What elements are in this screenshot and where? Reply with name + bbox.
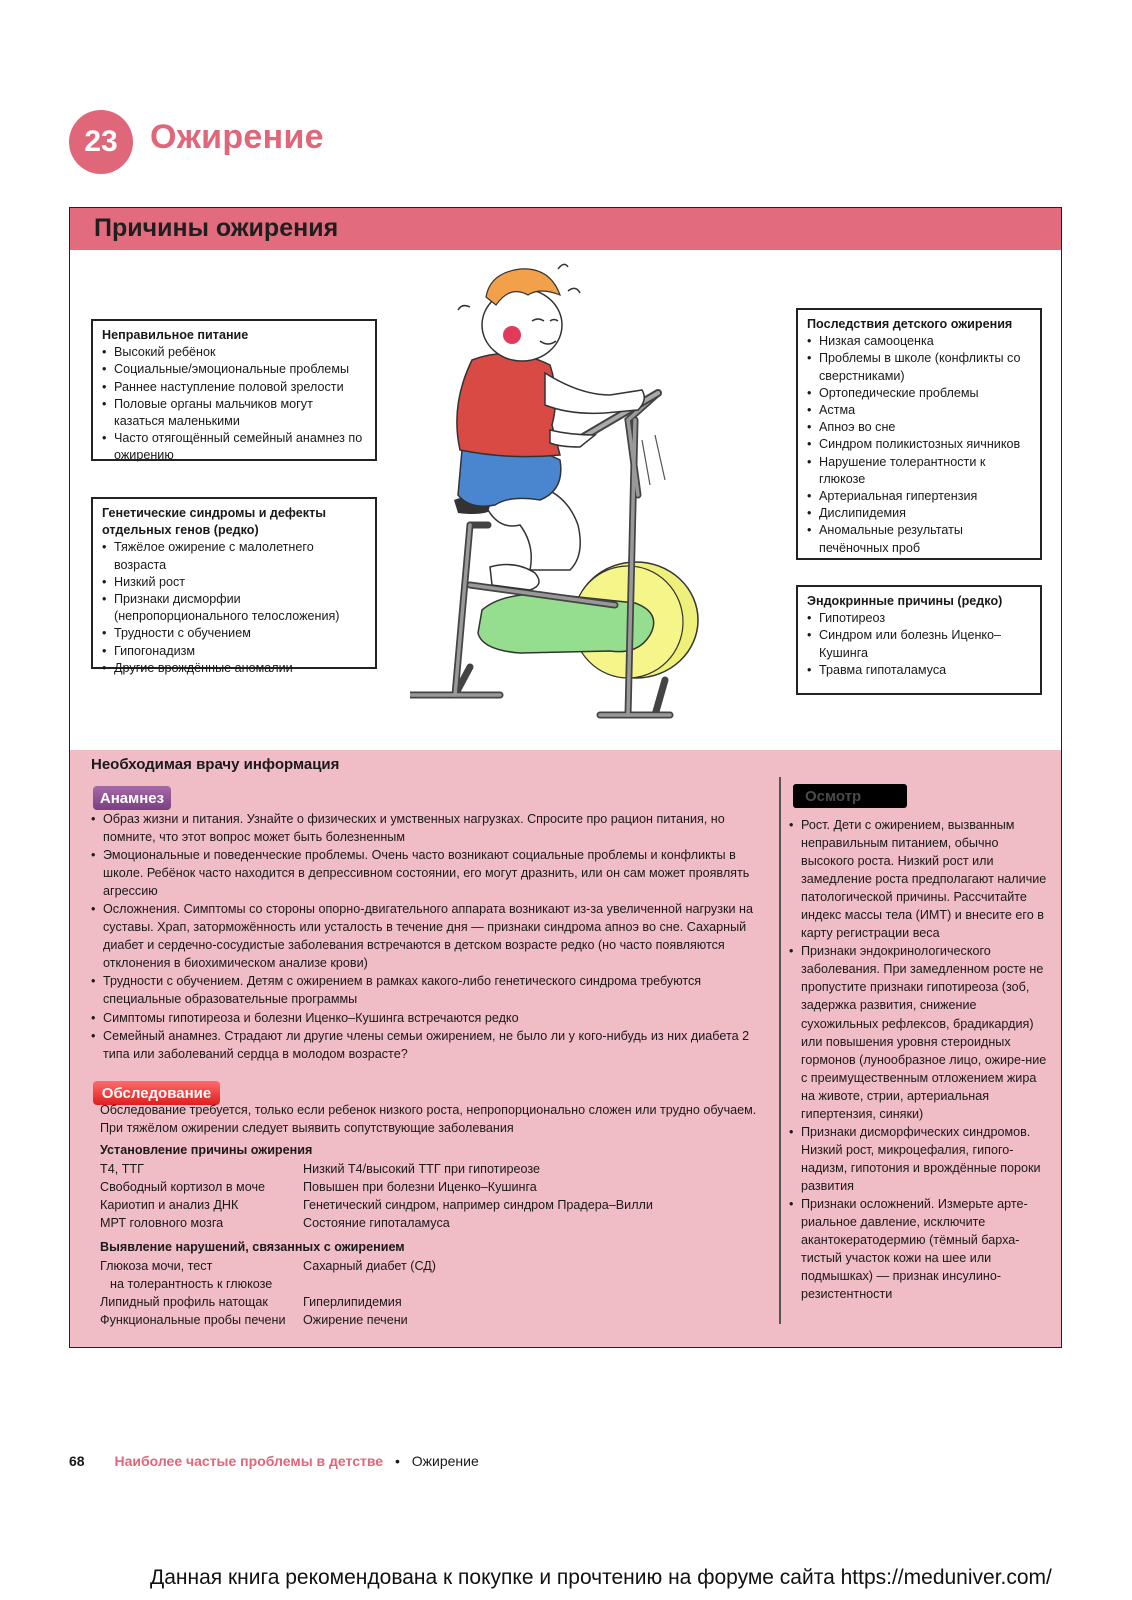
- list-item: • Трудности с обучением: [102, 625, 366, 642]
- list-item: • Низкий рост: [102, 574, 366, 591]
- list-item: • Травма гипоталамуса: [807, 662, 1031, 679]
- list-item: • Дислипидемия: [807, 505, 1031, 522]
- list-item: • Признаки дисморфии (непропорционального телосложения): [102, 591, 366, 625]
- page-footer: [69, 1453, 479, 1469]
- box-endocrine-list: [807, 610, 1031, 679]
- box-genetic: [91, 497, 377, 675]
- test-name: на толерантность к глюкозе: [110, 1277, 273, 1291]
- list-item: • Аномальные результаты печёночных проб: [807, 522, 1031, 556]
- list-item: • Тяжёлое ожирение с малолетнего возраста: [102, 539, 366, 573]
- list-item: • Раннее наступление половой зрелости: [102, 379, 366, 396]
- list-item: • Осложнения. Симптомы со стороны опорно-двигательного аппарата возникают из-за увеличенной нагрузки на суставы. Храп, заторможённость или усталость в течение дня — признаки синдрома апноэ во сне. Сахарный диабет и сердечно-сосудистые заболевания встречаются в детском возрасте редко (но часто появляются отклонения в биохимическом анализе крови): [91, 900, 771, 972]
- test-result: Гиперлипидемия: [303, 1295, 402, 1309]
- anamnez-list: [91, 810, 771, 1063]
- list-item: • Синдром или болезнь Иценко–Кушинга: [807, 627, 1031, 661]
- test-name: МРТ головного мозга: [100, 1216, 224, 1230]
- chapter-number-badge: [69, 110, 133, 174]
- test-result: Состояние гипоталамуса: [303, 1216, 450, 1230]
- list-item: • Признаки осложнений. Измерьте арте-риальное давление, исключите акантокератодермию (тёмный барха-тистый участок кожи на шее или подмышках) — признак инсулино-резистентности: [789, 1195, 1049, 1303]
- box-endocrine: [796, 585, 1042, 695]
- list-item: • Симптомы гипотиреоза и болезни Иценко–Кушинга встречаются редко: [91, 1009, 771, 1027]
- test-name: Функциональные пробы печени: [100, 1313, 286, 1327]
- box-nutrition-list: [102, 344, 366, 464]
- box-genetic-title: Генетические синдромы и дефекты отдельных генов (редко): [102, 506, 327, 538]
- list-item: • Рост. Дети с ожирением, вызванным неправильным питанием, обычно высокого роста. Низкий рост или замедление роста предполагают наличие патологической причины. Рассчитайте индекс массы тела (ИМТ) и внесите его в карту регистрации веса: [789, 816, 1049, 942]
- box-nutrition: [91, 319, 377, 461]
- list-item: • Артериальная гипертензия: [807, 488, 1031, 505]
- list-item: • Синдром поликистозных яичников: [807, 436, 1031, 453]
- list-item: • Образ жизни и питания. Узнайте о физических и умственных нагрузках. Спросите про рацион питания, но помните, что этот вопрос может быть болезненным: [91, 810, 771, 846]
- test-result: Сахарный диабет (СД): [303, 1259, 436, 1273]
- bottom-note: Данная книга рекомендована к покупке и прочтению на форуме сайта https://meduniver.com/: [150, 1566, 1052, 1589]
- osmotr-tag: Осмотр: [793, 784, 907, 808]
- list-item: • Часто отягощённый семейный анамнез по ожирению: [102, 430, 366, 464]
- box-endocrine-title: Эндокринные причины (редко): [807, 594, 1003, 608]
- test-name: Кариотип и анализ ДНК: [100, 1198, 239, 1212]
- list-item: • Гипотиреоз: [807, 610, 1031, 627]
- list-item: • Астма: [807, 402, 1031, 419]
- box-genetic-list: [102, 539, 366, 677]
- footer-separator: •: [394, 1453, 400, 1469]
- osmotr-list: [789, 816, 1049, 1303]
- obsledovanie-intro: Обследование требуется, только если ребенок низкого роста, непропорционально сложен или трудно обучаем. При тяжёлом ожирении следует выявить сопутствующие заболевания: [100, 1103, 757, 1135]
- boy-on-exercise-bike-illustration: [410, 255, 730, 735]
- list-item: • Социальные/эмоциональные проблемы: [102, 361, 366, 378]
- list-item: • Признаки эндокринологического заболевания. При замедленном росте не пропустите признаки гипотиреоза (зоб, задержка развития, снижение сухожильных рефлексов, брадикардия) или повышения уровня стероидных гормонов (лунообразное лицо, ожире-ние с преимущественным отложением жира на животе, стрии, артериальная гипертензия, синяки): [789, 942, 1049, 1122]
- anamnez-tag: Анамнез: [93, 786, 171, 810]
- box-nutrition-title: Неправильное питание: [102, 328, 249, 342]
- obsledovanie-tag: Обследование: [93, 1081, 220, 1105]
- list-item: • Апноэ во сне: [807, 419, 1031, 436]
- test-name: Т4, ТТГ: [100, 1162, 144, 1176]
- column-divider: [779, 777, 781, 1324]
- section-title: Причины ожирения: [94, 214, 339, 242]
- test-name: Липидный профиль натощак: [100, 1295, 268, 1309]
- test-result: Низкий Т4/высокий ТТГ при гипотиреозе: [303, 1162, 540, 1176]
- list-item: • Трудности с обучением. Детям с ожирением в рамках какого-либо генетического синдрома требуются специальные образовательные программы: [91, 972, 771, 1008]
- chapter-title: Ожирение: [150, 118, 324, 156]
- page-number: 68: [69, 1453, 85, 1469]
- test-result: Генетический синдром, например синдром Прадера–Вилли: [303, 1198, 653, 1212]
- list-item: • Признаки дисморфических синдромов. Низкий рост, микроцефалия, гипого-надизм, гипотония и врождённые пороки развития: [789, 1123, 1049, 1195]
- list-item: • Другие врождённые аномалии: [102, 660, 366, 677]
- list-item: • Эмоциональные и поведенческие проблемы. Очень часто возникают социальные проблемы и конфликты в школе. Ребёнок часто находится в депрессивном состоянии, его могут дразнить, или он сам может проявлять агрессию: [91, 846, 771, 900]
- test-result: Повышен при болезни Иценко–Кушинга: [303, 1180, 537, 1194]
- footer-section: Наиболее частые проблемы в детстве: [114, 1453, 384, 1469]
- section-header: [70, 208, 1061, 250]
- test-result: Ожирение печени: [303, 1313, 408, 1327]
- list-item: • Половые органы мальчиков могут казаться маленькими: [102, 396, 366, 430]
- test-name: Глюкоза мочи, тест: [100, 1259, 213, 1273]
- list-item: • Высокий ребёнок: [102, 344, 366, 361]
- list-item: • Гипогонадизм: [102, 643, 366, 660]
- info-title: Необходимая врачу информация: [91, 756, 340, 773]
- footer-chapter: Ожирение: [411, 1453, 479, 1469]
- list-item: • Семейный анамнез. Страдают ли другие члены семьи ожирением, не было ли у кого-нибудь из них диабета 2 типа или заболеваний сердца в молодом возрасте?: [91, 1027, 771, 1063]
- test-name: Свободный кортизол в моче: [100, 1180, 266, 1194]
- disorders-subheading: Выявление нарушений, связанных с ожирением: [100, 1240, 405, 1254]
- list-item: • Проблемы в школе (конфликты со сверстниками): [807, 350, 1031, 384]
- cause-subheading: Установление причины ожирения: [100, 1143, 313, 1157]
- chapter-number: 23: [84, 125, 118, 158]
- list-item: • Ортопедические проблемы: [807, 385, 1031, 402]
- list-item: • Нарушение толерантности к глюкозе: [807, 454, 1031, 488]
- box-consequences-title: Последствия детского ожирения: [807, 317, 1013, 331]
- box-consequences: [796, 308, 1042, 560]
- box-consequences-list: [807, 333, 1031, 557]
- list-item: • Низкая самооценка: [807, 333, 1031, 350]
